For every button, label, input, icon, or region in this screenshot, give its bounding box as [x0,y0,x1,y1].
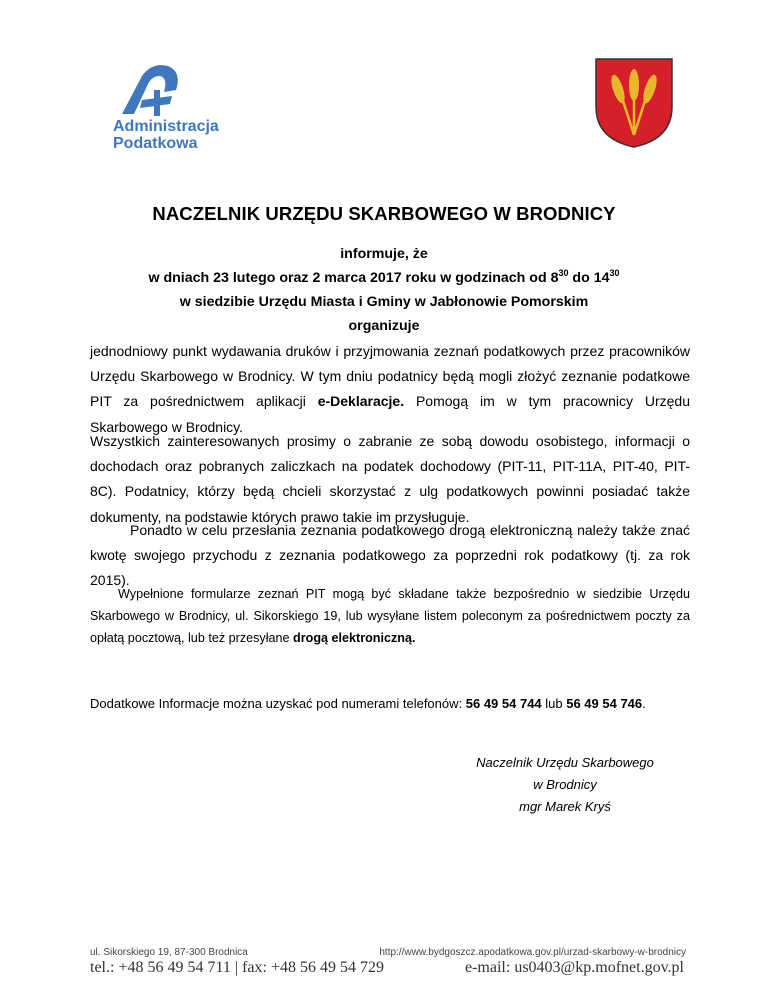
coat-of-arms-icon [594,57,674,149]
dates-mid: do 14 [568,270,610,286]
contact-line [90,691,690,716]
signature-line-3: mgr Marek Kryś [519,799,611,814]
paragraph-4 [90,583,690,649]
p1-text-b: Pomogą im w tym pracownicy Urzędu Skarbowego w Brodnicy. [90,393,690,435]
dates-prefix: w dniach 23 lutego oraz 2 marca 2017 roku w godzinach od 8 [148,270,559,286]
phone-2: 56 49 54 746 [566,696,643,711]
page-title: NACZELNIK URZĘDU SKARBOWEGO W BRODNICY [152,203,616,224]
informuje-line: informuje, że [340,246,428,262]
signature-line-1: Naczelnik Urzędu Skarbowego [476,755,654,770]
p1-text-a: jednodniowy punkt wydawania druków i przyjmowania zeznań podatkowych przez pracowników Urzędu Skarbowego w Brodnicy. W tym dniu podatnicy będą mogli złożyć zeznanie podatkowe PIT za pośrednictwem aplikacji [90,343,690,410]
contact-prefix: Dodatkowe Informacje można uzyskać pod numerami telefonów: [90,696,466,711]
dates-line [0,268,768,286]
footer-phone: tel.: +48 56 49 54 711 | fax: +48 56 49 54 729 [90,959,384,976]
footer-address: ul. Sikorskiego 19, 87-300 Brodnica [90,947,248,958]
location-line: w siedzibie Urzędu Miasta i Gminy w Jabłonowie Pomorskim [179,294,589,310]
signature-block [440,752,690,818]
paragraph-1 [90,339,690,440]
dates-sup-2: 30 [609,268,620,278]
footer-url: http://www.bydgoszcz.apodatkowa.gov.pl/urzad-skarbowy-w-brodnicy [379,947,686,958]
logo-line-1: Administracja [113,118,219,135]
logo-line-2: Podatkowa [113,135,198,152]
phone-1: 56 49 54 744 [465,696,542,711]
p4-text: Wypełnione formularze zeznań PIT mogą być składane także bezpośrednio w siedzibie Urzędu Skarbowego w Brodnicy, ul. Sikorskiego 19, lub wysyłane listem poleconym za pośrednictwem poczty za opłatą pocztową, lub też przesyłane [90,587,690,645]
p4-bold: drogą elektroniczną. [293,631,416,645]
contact-mid: lub [541,696,567,711]
organizuje-line: organizuje [348,318,420,334]
footer-email: e-mail: us0403@kp.mofnet.gov.pl [465,959,684,976]
signature-line-2: w Brodnicy [533,777,597,792]
contact-suffix: . [642,696,646,711]
paragraph-2: Wszystkich zainteresowanych prosimy o zabranie ze sobą dowodu osobistego, informacji o dochodach oraz pobranych zaliczkach na podatek dochodowy (PIT-11, PIT-11A, PIT-40, PIT-8C). Podatnicy, którzy będą chcieli skorzystać z ulg podatkowych powinni posiadać także dokumenty, na podstawie których prawo takie im przysługuje. [90,433,690,525]
p1-bold: e-Deklaracje. [317,393,405,410]
dates-sup-1: 30 [558,268,569,278]
logo-text [113,118,219,152]
paragraph-3: Ponadto w celu przesłania zeznania podatkowego drogą elektroniczną należy także znać kwotę swojego przychodu z zeznania podatkowego za poprzedni rok podatkowy (tj. za rok 2015). [90,522,690,589]
